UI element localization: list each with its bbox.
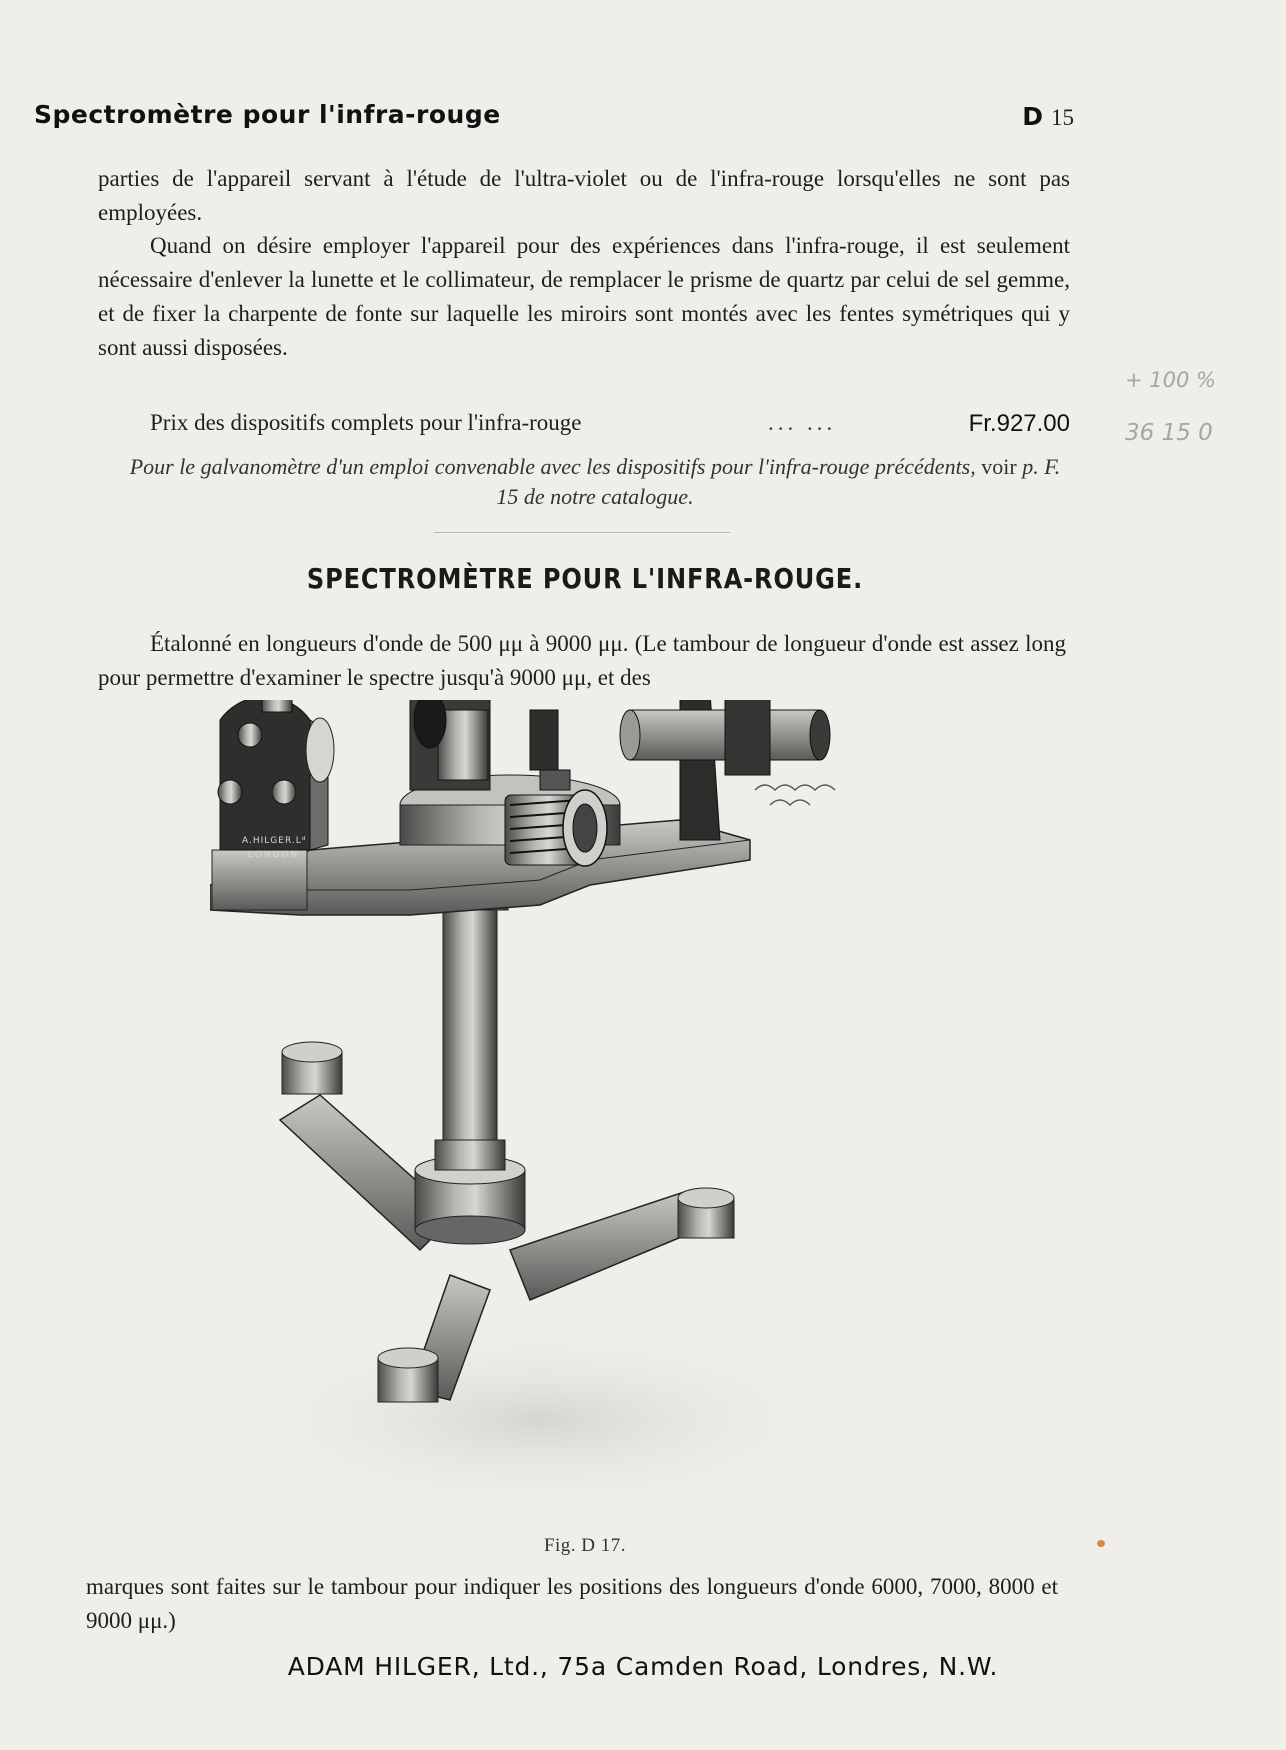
- paragraph-3: [98, 627, 1066, 695]
- page-header: [34, 100, 1074, 140]
- ink-spot: [1097, 1540, 1105, 1547]
- maker-engraving-line2: LONDON: [248, 850, 300, 860]
- page-number: [1022, 102, 1074, 131]
- paragraph-2-text: Quand on désire employer l'appareil pour des expériences dans l'infra-rouge, il est seulement nécessaire d'enlever la lunette et le collimateur, de remplacer le prisme de quartz par celui de sel gemme, et de fixer la charpente de fonte sur laquelle les miroirs sont montés avec les fentes symétriques qui y sont aussi disposées.: [98, 233, 1070, 360]
- section-title: SPECTROMÈTRE POUR L'INFRA-ROUGE.: [306, 562, 864, 595]
- price-leader-dots: ... ...: [768, 410, 837, 435]
- base-shadow: [210, 1320, 870, 1520]
- section-letter: D: [1022, 102, 1043, 131]
- section-divider: [434, 532, 730, 533]
- page-number-value: 15: [1051, 105, 1074, 130]
- figure-caption: Fig. D 17.: [543, 1535, 627, 1556]
- right-arm: [620, 700, 835, 840]
- header-title: Spectromètre pour l'infra-rouge: [34, 100, 501, 129]
- prism-housing: [410, 700, 570, 790]
- spectrometer-illustration: [210, 700, 930, 1530]
- paragraph-3-text: Étalonné en longueurs d'onde de 500 μμ à 9000 μμ. (Le tambour de longueur d'onde est assez long pour permettre d'examiner le spectre jusqu'à 9000 μμ, et des: [98, 631, 1066, 690]
- wavelength-drum: [505, 790, 607, 866]
- column: [432, 871, 508, 1170]
- galvanometer-note: [120, 452, 1070, 512]
- margin-note-1: + 100 %: [1125, 368, 1216, 392]
- publisher-footer: ADAM HILGER, Ltd., 75a Camden Road, Londres, N.W.: [287, 1652, 999, 1681]
- paragraph-4: marques sont faites sur le tambour pour indiquer les positions des longueurs d'onde 6000, 7000, 8000 et 9000 μμ.): [86, 1574, 1058, 1633]
- note-part-2: voir: [975, 454, 1023, 479]
- note-part-3: p. F. 15 de notre catalogue.: [496, 454, 1061, 509]
- price-row: [150, 410, 1070, 444]
- maker-engraving-line1: A.HILGER.Lᵈ: [242, 836, 307, 846]
- note-part-1: Pour le galvanomètre d'un emploi convenable avec les dispositifs pour l'infra-rouge précédents,: [129, 454, 976, 479]
- paragraph-2: [98, 229, 1070, 365]
- margin-note-2: 36 15 0: [1125, 420, 1213, 446]
- price-label: Prix des dispositifs complets pour l'infra-rouge: [150, 410, 582, 435]
- price-value: Fr.927.00: [968, 410, 1070, 437]
- paragraph-1: parties de l'appareil servant à l'étude de l'ultra-violet ou de l'infra-rouge lorsqu'elles ne sont pas employées.: [98, 166, 1070, 225]
